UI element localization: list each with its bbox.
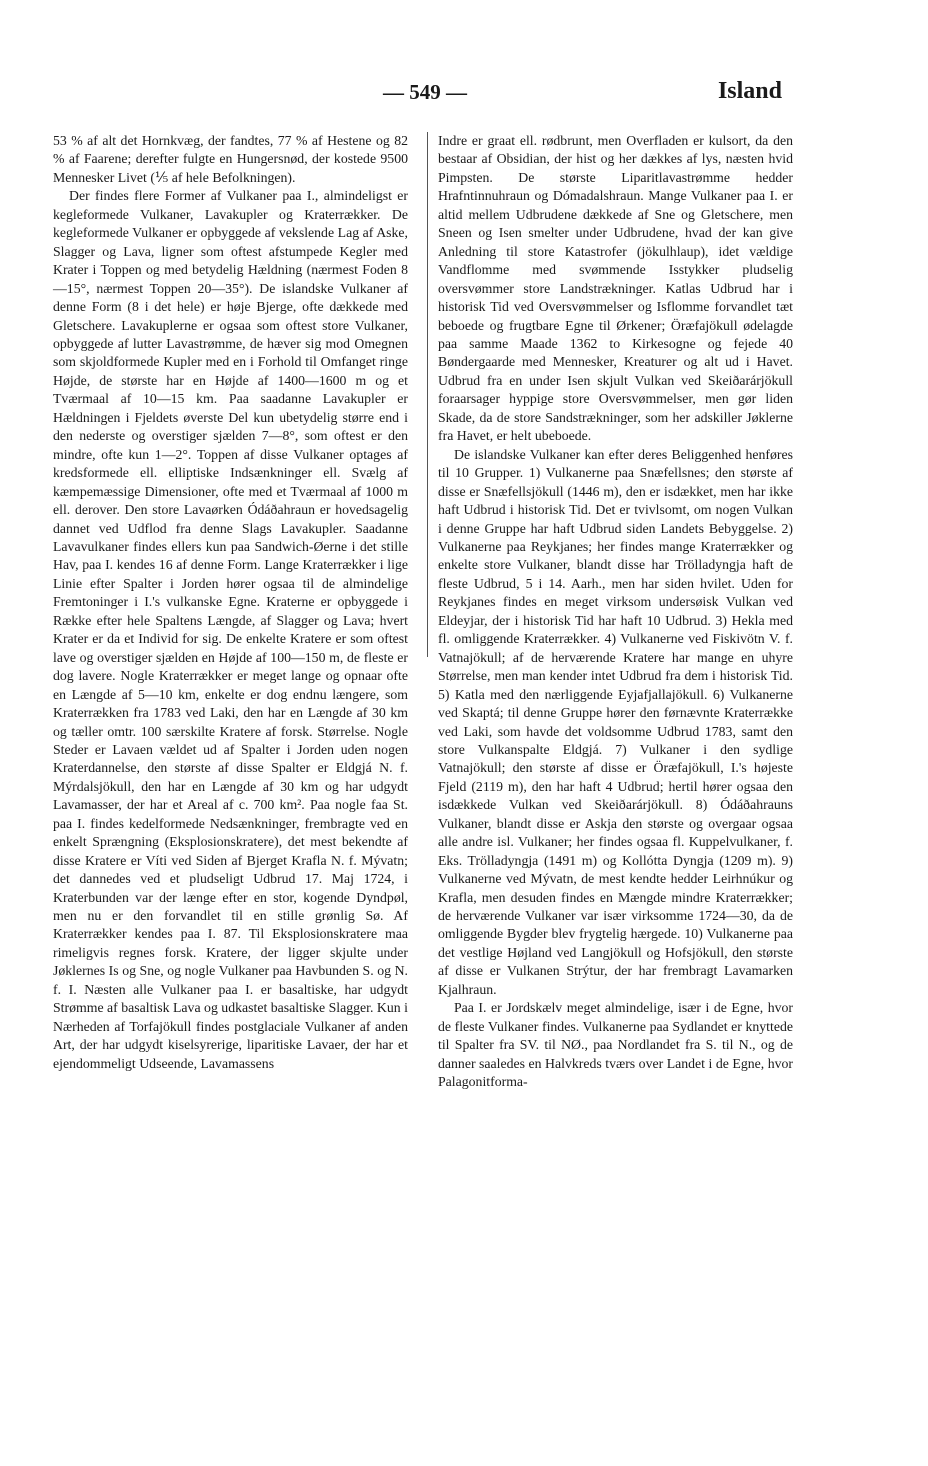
running-head: Island bbox=[717, 78, 782, 104]
right-column bbox=[438, 132, 793, 1092]
paragraph: Paa I. er Jordskælv meget almindelige, især i de Egne, hvor de fleste Vulkaner findes. Vulkanerne paa Sydlandet er knyttede til Spalter fra SV. til NØ., paa Nordlandet fra S. til N., og de danner saaledes en Halvkreds tværs over Landet i de Egne, hvor Palagonitforma- bbox=[438, 1000, 793, 1090]
page-number: — 549 — bbox=[383, 80, 467, 104]
column-rule bbox=[427, 132, 428, 657]
paragraph: De islandske Vulkaner kan efter deres Beliggenhed henføres til 10 Grupper. 1) Vulkanerne paa Snæfellsnes; den største af disse er Snæfellsjökull (1446 m), den er isdækket, men har ikke haft Udbrud i historisk Tid. Det er tvivlsomt, om nogen Vulkan i denne Gruppe har haft Udbrud siden Landets Bebyggelse. 2) Vulkanerne paa Reykjanes; her findes mange Kraterrækker og enkelte store Vulkaner, blandt disse har Trölladyngja haft de fleste Udbrud, 5 i 14. Aarh., men har siden hvilet. Uden for Reykjanes findes en meget virksom undersøisk Vulkan ved Eldeyjar, der i historisk Tid har haft 10 Udbrud. 3) Hekla med fl. omliggende Kraterrækker. 4) Vulkanerne ved Fiskivötn V. f. Vatnajökull; af de herværende Kratere har mange en uhyre Størrelse, men man kender intet Udbrud fra dem i historisk Tid. 5) Katla med den nærliggende Eyjafjallajökull. 6) Vulkanerne ved Skaptá; til denne Gruppe hører den førnævnte Kraterrække ved Laki, som havde det voldsomme Udbrud 1783, samt den store Vulkanspalte Eldgjá. 7) Vulkaner i den sydlige Vatnajökull; den største af disse er Öræfajökull, I.'s højeste Fjeld (2119 m), den har haft 4 Udbrud; hertil hører ogsaa den isdækkede Vulkan ved Skeiðarárjökull. 8) Ódáðahrauns Vulkaner, blandt disse er Askja den største og overgaar ogsaa alle andre isl. Vulkaner; her findes ogsaa fl. Kuppelvulkaner, f. Eks. Trölladyngja (1491 m) og Kollótta Dyngja (1209 m). 9) Vulkanerne ved Mývatn, de mest kendte hedder Leirhnúkur og Krafla, men desuden findes en Mængde mindre Kraterrækker; de herværende Vulkaner var især virksomme 1724—30, da de omliggende Bygder blev frygtelig hærgede. 10) Vulkanerne paa det vestlige Højland ved Langjökull og Hofsjökull, den største af disse er Vulkanen Strýtur, der har frembragt Lavamarken Kjalhraun. bbox=[438, 446, 793, 997]
paragraph: Indre er graat ell. rødbrunt, men Overfladen er kulsort, da den bestaar af Obsidian, der hist og her dækkes af lys, næsten hvid Pimpsten. De største Liparitlavastrømme hedder Hrafntinnuhraun og Dómadalshraun. Mange Vulkaner paa I. er altid mellem Udbrudene dækkede af Sne og Gletschere, men Sneen og Isen smelter under Udbrudene, hvad der kan give Anledning til store Katastrofer (jökulhlaup), idet vældige Vandflomme med svømmende Isstykker pludselig oversvømmer store Landstrækninger. Katlas Udbrud har i historisk Tid ved Oversvømmelser og Isflomme forvandlet tæt beboede og frugtbare Egne til Ørkener; Öræfajökull ødelagde paa samme Maade 1362 to Kirkesogne og fejede 40 Bøndergaarde med Mennesker, Kreaturer og alt ud i Havet. Udbrud fra en under Isen skjult Vulkan ved Skeiðarárjökull foraarsager hyppige store Oversvømmelser, men gør liden Skade, da de store Sandstrækninger, som her adskiller Jøklerne fra Havet, er helt ubeboede. bbox=[438, 133, 793, 444]
left-column bbox=[53, 132, 408, 1073]
paragraph: Der findes flere Former af Vulkaner paa I., almindeligst er kegleformede Vulkaner, Lavakupler og Kraterrækker. De kegleformede Vulkaner er opbyggede af vekslende Lag af Aske, Slagger og Lava, ligner som oftest afstumpede Kegler med Krater i Toppen og med betydelig Hældning (nærmest Foden 8—15°, nærmest Toppen 20—35°). De islandske Vulkaner af denne Form (8 i det hele) er høje Bjerge, ofte dækkede med Gletschere. Lavakuplerne er ogsaa som oftest store Vulkaner, opbyggede af lutter Lavastrømme, de hæver sig mod Omegnen som skjoldformede Kupler med en i Forhold til Omfanget ringe Højde, de største har en Højde af 1400—1600 m og et Tværmaal af 10—15 km. Paa saadanne Lavakupler er Hældningen i Fjeldets øverste Del kun ubetydelig større end i den nederste og overstiger sjælden 7—8°, som oftest er den mindre, ofte kun 1—2°. Toppen af disse Vulkaner optages af kredsformede ell. elliptiske Indsænkninger ell. Svælg af kæmpemæssige Dimensioner, ofte med et Tværmaal af 1000 m ell. derover. Den store Lavaørken Ódáðahraun er hovedsagelig dannet ved Udflod fra denne Slags Lavakupler. Saadanne Lavavulkaner findes ellers kun paa Sandwich-Øerne i det stille Hav, paa I. kendes 16 af denne Form. Lange Kraterrækker i lige Linie efter Spalter i Jorden hører ogsaa til de almindelige Fremtoninger i I.'s vulkanske Egne. Kraterne er opbyggede i Række efter hele Spaltens Længde, af Slagger og Lava; hvert Krater er da et Individ for sig. De enkelte Kratere er som oftest lave og overstiger sjælden en Højde af 100—150 m, de fleste er dog lavere. Nogle Kraterrækker er meget lange og opnaar ofte en Længde af 5—10 km, enkelte er dog endnu længere, som Kraterrækken fra 1783 ved Laki, den har en Længde af 30 km og tæller omtr. 100 særskilte Kratere af forsk. Størrelse. Nogle Steder er Lavaen vældet ud af Spalter i Jorden uden nogen Kraterdannelse, den største af disse Spalter er Eldgjá N. f. Mýrdalsjökull, den har en Længde af 30 km og har udgydt Lavamasser, der har et Areal af c. 700 km². Paa nogle faa St. paa I. findes kedelformede Nedsænkninger, frembragte ved en enkelt Sprængning (Eksplosionskratere), det mest bekendte af disse Kratere er Víti ved Siden af Bjerget Krafla N. f. Mývatn; det dannedes ved et pludseligt Udbrud 17. Maj 1724, i Kraterbunden var der længe efter en stor, kogende Dyndpøl, men nu er den forvandlet til en stille grønlig Sø. Af Kraterrækker kendes paa I. 87. Til Eksplosionskratere maa rimeligvis regnes forsk. Kratere, der ligger skjulte under Jøklernes Is og Sne, og nogle Vulkaner paa Havbunden S. og N. f. I. Næsten alle Vulkaner paa I. er basaltiske, har udgydt Strømme af basaltisk Lava og udkastet basaltiske Slagger. Kun i Nærheden af Torfajökull findes postglaciale Vulkaner af anden Art, der har udgydt kiselsyrerige, liparitiske Lavaer, der har et ejendommeligt Udseende, Lavamassens bbox=[53, 188, 408, 1071]
paragraph: 53 % af alt det Hornkvæg, der fandtes, 77 % af Hestene og 82 % af Faarene; derefter fulgte en Hungersnød, der kostede 9500 Mennesker Livet (⅕ af hele Befolkningen). bbox=[53, 133, 408, 185]
